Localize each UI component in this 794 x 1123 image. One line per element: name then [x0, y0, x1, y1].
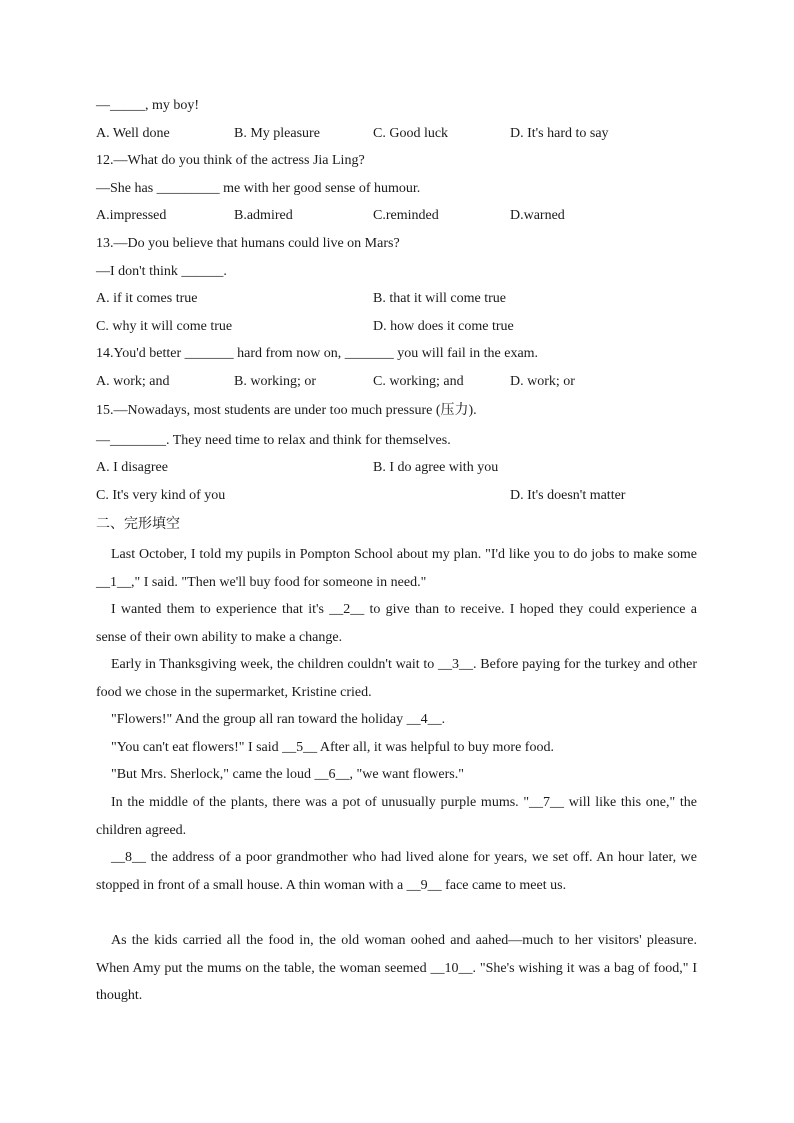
q12-option-d: D.warned	[510, 208, 565, 223]
passage-paragraph-5: "You can't eat flowers!" I said __5__ After all, it was helpful to buy more food.	[111, 740, 554, 755]
q12-question: 12.—What do you think of the actress Jia Ling?	[96, 153, 365, 168]
q12-answer-line: —She has _________ me with her good sense of humour.	[96, 181, 421, 196]
q11-option-a: A. Well done	[96, 126, 170, 141]
q11-option-c: C. Good luck	[373, 126, 449, 141]
section-title-cloze: 二、完形填空	[96, 516, 180, 532]
q12-option-a: A.impressed	[96, 208, 167, 223]
passage-paragraph-9: As the kids carried all the food in, the old woman oohed and aahed—much to her visitors' pleasure. When Amy put the mums on the table, the woman seemed __10__. "She's wishing it was a bag of food," I thought.	[96, 933, 697, 1004]
passage-paragraph-2: I wanted them to experience that it's __2__ to give than to receive. I hoped they could experience a sense of their own ability to make a change.	[96, 602, 697, 645]
q14-question: 14.You'd better _______ hard from now on, _______ you will fail in the exam.	[96, 346, 539, 361]
q15-option-d: D. It's doesn't matter	[510, 488, 626, 503]
passage-paragraph-6: "But Mrs. Sherlock," came the loud __6__, "we want flowers."	[111, 767, 464, 782]
passage-paragraph-8: __8__ the address of a poor grandmother who had lived alone for years, we set off. An hour later, we stopped in front of a small house. A thin woman with a __9__ face came to meet us.	[96, 850, 697, 893]
passage-paragraph-3: Early in Thanksgiving week, the children couldn't wait to __3__. Before paying for the turkey and other food we chose in the supermarket, Kristine cried.	[96, 657, 697, 700]
q11-option-d: D. It's hard to say	[510, 126, 609, 141]
q15-answer-line: —________. They need time to relax and think for themselves.	[96, 433, 451, 448]
q11-answer-line: —_____, my boy!	[96, 98, 200, 113]
q12-option-b: B.admired	[234, 208, 293, 223]
q14-option-d: D. work; or	[510, 374, 575, 389]
passage-paragraph-4: "Flowers!" And the group all ran toward the holiday __4__.	[111, 712, 446, 727]
q13-option-a: A. if it comes true	[96, 291, 198, 306]
passage-paragraph-7: In the middle of the plants, there was a pot of unusually purple mums. "__7__ will like this one," the children agreed.	[96, 795, 697, 838]
passage-paragraph-1: Last October, I told my pupils in Pompton School about my plan. "I'd like you to do jobs to make some __1__," I said. "Then we'll buy food for someone in need."	[96, 547, 697, 590]
q13-option-d: D. how does it come true	[373, 319, 514, 334]
q15-option-a: A. I disagree	[96, 460, 168, 475]
q13-answer-line: —I don't think ______.	[96, 264, 227, 279]
q15-question: 15.—Nowadays, most students are under too much pressure (压力).	[96, 403, 477, 418]
q14-option-b: B. working; or	[234, 374, 317, 389]
q13-question: 13.—Do you believe that humans could live on Mars?	[96, 236, 400, 251]
q15-option-b: B. I do agree with you	[373, 460, 499, 475]
q14-option-c: C. working; and	[373, 374, 464, 389]
q15-option-c: C. It's very kind of you	[96, 488, 226, 503]
q12-option-c: C.reminded	[373, 208, 439, 223]
q13-option-b: B. that it will come true	[373, 291, 506, 306]
q14-option-a: A. work; and	[96, 374, 170, 389]
q13-option-c: C. why it will come true	[96, 319, 233, 334]
q11-option-b: B. My pleasure	[234, 126, 320, 141]
